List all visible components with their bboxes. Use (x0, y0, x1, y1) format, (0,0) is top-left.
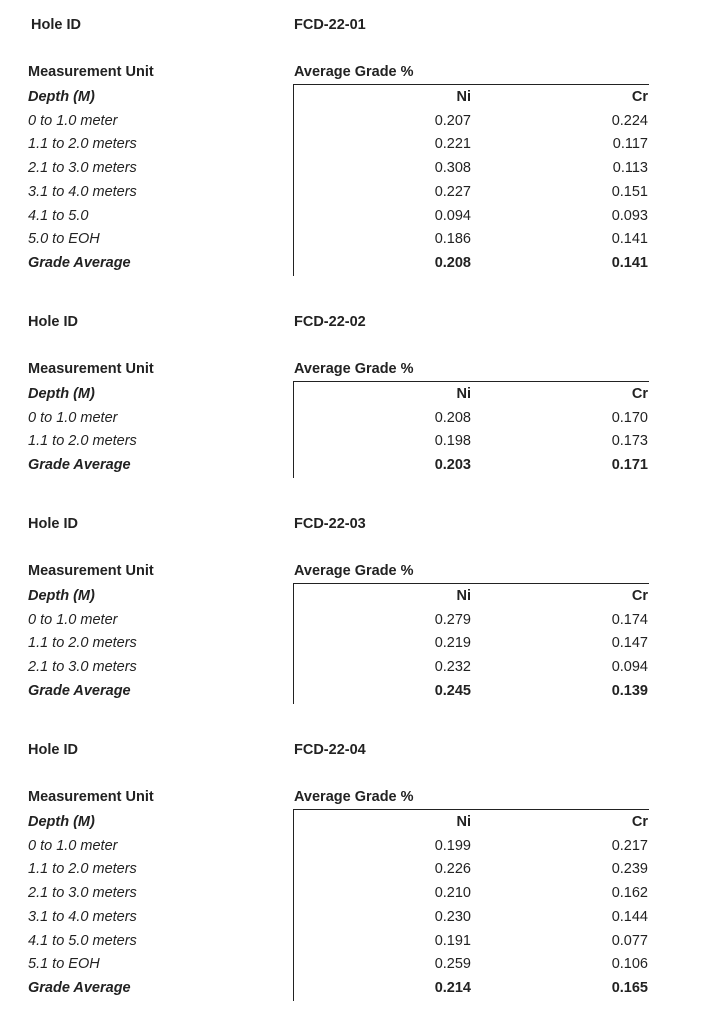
hole-id-row (0, 310, 710, 334)
measurement-unit-label: Measurement Unit (28, 789, 154, 805)
ni-grade-average: 0.245 (434, 682, 471, 699)
table-row (0, 608, 710, 632)
hole-id-row (0, 738, 710, 762)
hole-id-label: Hole ID (28, 516, 78, 532)
cr-grade-value: 0.093 (611, 207, 648, 224)
table-row (0, 929, 710, 953)
ni-column-header: Ni (456, 89, 471, 105)
ni-grade-value: 0.227 (434, 183, 471, 200)
table-row (0, 429, 710, 453)
hole-id-value: FCD-22-03 (294, 516, 366, 532)
grade-average-row (0, 679, 710, 703)
hole-id-row (0, 512, 710, 536)
cr-column-header: Cr (631, 386, 648, 402)
table-row (0, 204, 710, 228)
cr-grade-value: 0.170 (611, 409, 648, 426)
table-row (0, 406, 710, 430)
cr-grade-average: 0.171 (611, 457, 648, 474)
table-row (0, 881, 710, 905)
ni-grade-average: 0.203 (434, 457, 471, 474)
cr-grade-value: 0.162 (611, 885, 648, 902)
depth-column-header: Depth (M) (28, 588, 95, 604)
ni-grade-value: 0.191 (434, 932, 471, 949)
ni-grade-value: 0.199 (434, 837, 471, 854)
table-row (0, 952, 710, 976)
ni-column-header: Ni (456, 814, 471, 830)
measurement-unit-row (0, 60, 710, 84)
ni-grade-value: 0.219 (434, 635, 471, 652)
table-header-row (0, 584, 710, 608)
measurement-unit-row (0, 785, 710, 809)
cr-grade-value: 0.224 (611, 112, 648, 129)
table-row (0, 156, 710, 180)
ni-grade-value: 0.186 (434, 231, 471, 248)
ni-grade-value: 0.207 (434, 112, 471, 129)
cr-grade-value: 0.113 (612, 160, 648, 177)
depth-interval: 1.1 to 2.0 meters (28, 635, 137, 652)
cr-grade-average: 0.139 (611, 682, 648, 699)
depth-interval: 0 to 1.0 meter (28, 611, 118, 628)
cr-grade-value: 0.117 (612, 136, 648, 153)
measurement-unit-label: Measurement Unit (28, 361, 154, 377)
grade-average-row (0, 976, 710, 1000)
cr-grade-value: 0.141 (611, 231, 648, 248)
grade-average-label: Grade Average (28, 979, 131, 996)
depth-interval: 2.1 to 3.0 meters (28, 885, 137, 902)
ni-grade-average: 0.214 (434, 979, 471, 996)
average-grade-label: Average Grade % (294, 64, 414, 80)
ni-grade-average: 0.208 (434, 254, 471, 271)
ni-grade-value: 0.198 (434, 433, 471, 450)
table-row (0, 631, 710, 655)
depth-interval: 0 to 1.0 meter (28, 409, 118, 426)
depth-column-header: Depth (M) (28, 814, 95, 830)
average-grade-label: Average Grade % (294, 563, 414, 579)
ni-grade-value: 0.208 (434, 409, 471, 426)
hole-id-value: FCD-22-02 (294, 314, 366, 330)
table-row (0, 227, 710, 251)
depth-interval: 0 to 1.0 meter (28, 837, 118, 854)
depth-interval: 2.1 to 3.0 meters (28, 659, 137, 676)
ni-grade-value: 0.232 (434, 659, 471, 676)
table-header-row (0, 810, 710, 834)
hole-id-value: FCD-22-04 (294, 742, 366, 758)
hole-id-label: Hole ID (31, 17, 81, 33)
ni-column-header: Ni (456, 588, 471, 604)
ni-grade-value: 0.230 (434, 908, 471, 925)
ni-grade-value: 0.259 (434, 956, 471, 973)
grade-average-label: Grade Average (28, 254, 131, 271)
table-row (0, 655, 710, 679)
ni-grade-value: 0.094 (434, 207, 471, 224)
cr-grade-value: 0.147 (611, 635, 648, 652)
cr-grade-average: 0.165 (611, 979, 648, 996)
average-grade-label: Average Grade % (294, 789, 414, 805)
depth-interval: 3.1 to 4.0 meters (28, 908, 137, 925)
cr-grade-value: 0.094 (611, 659, 648, 676)
table-row (0, 109, 710, 133)
measurement-unit-label: Measurement Unit (28, 563, 154, 579)
cr-column-header: Cr (631, 588, 648, 604)
depth-interval: 4.1 to 5.0 meters (28, 932, 137, 949)
depth-interval: 5.1 to EOH (28, 956, 100, 973)
grade-average-row (0, 251, 710, 275)
grade-average-label: Grade Average (28, 457, 131, 474)
measurement-unit-row (0, 357, 710, 381)
ni-grade-value: 0.221 (434, 136, 471, 153)
depth-interval: 2.1 to 3.0 meters (28, 160, 137, 177)
depth-column-header: Depth (M) (28, 89, 95, 105)
grade-average-row (0, 453, 710, 477)
ni-column-header: Ni (456, 386, 471, 402)
depth-interval: 1.1 to 2.0 meters (28, 433, 137, 450)
hole-id-label: Hole ID (28, 742, 78, 758)
cr-grade-value: 0.077 (611, 932, 648, 949)
depth-interval: 3.1 to 4.0 meters (28, 183, 137, 200)
cr-column-header: Cr (631, 814, 648, 830)
cr-grade-value: 0.106 (611, 956, 648, 973)
table-row (0, 905, 710, 929)
cr-grade-average: 0.141 (611, 254, 648, 271)
cr-grade-value: 0.173 (611, 433, 648, 450)
depth-interval: 4.1 to 5.0 (28, 207, 89, 224)
table-header-row (0, 382, 710, 406)
hole-id-row (0, 13, 710, 37)
hole-id-label: Hole ID (28, 314, 78, 330)
table-row (0, 180, 710, 204)
average-grade-label: Average Grade % (294, 361, 414, 377)
measurement-unit-row (0, 559, 710, 583)
depth-interval: 0 to 1.0 meter (28, 112, 118, 129)
ni-grade-value: 0.308 (434, 160, 471, 177)
depth-interval: 1.1 to 2.0 meters (28, 861, 137, 878)
hole-id-value: FCD-22-01 (294, 17, 366, 33)
table-row (0, 834, 710, 858)
ni-grade-value: 0.226 (434, 861, 471, 878)
cr-grade-value: 0.144 (611, 908, 648, 925)
ni-grade-value: 0.279 (434, 611, 471, 628)
grade-average-label: Grade Average (28, 682, 131, 699)
cr-column-header: Cr (631, 89, 648, 105)
cr-grade-value: 0.239 (611, 861, 648, 878)
cr-grade-value: 0.174 (611, 611, 648, 628)
cr-grade-value: 0.217 (611, 837, 648, 854)
ni-grade-value: 0.210 (434, 885, 471, 902)
table-header-row (0, 85, 710, 109)
depth-interval: 1.1 to 2.0 meters (28, 136, 137, 153)
depth-column-header: Depth (M) (28, 386, 95, 402)
measurement-unit-label: Measurement Unit (28, 64, 154, 80)
table-row (0, 857, 710, 881)
table-row (0, 132, 710, 156)
cr-grade-value: 0.151 (611, 183, 648, 200)
depth-interval: 5.0 to EOH (28, 231, 100, 248)
